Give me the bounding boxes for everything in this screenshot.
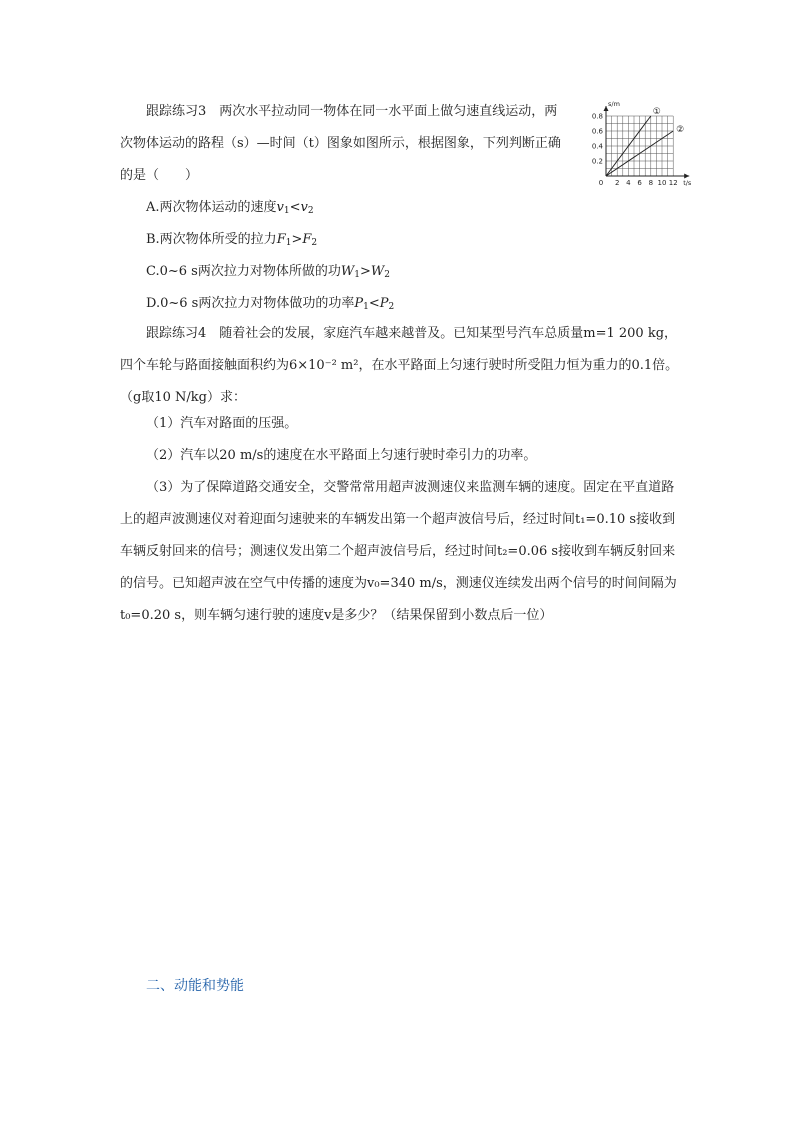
exercise3-line3: 的是（ ）	[120, 168, 199, 183]
exercise3-line2: 次物体运动的路程（s）—时间（t）图象如图所示，根据图象，下列判断正确	[120, 136, 561, 151]
x-tick-label: 10	[657, 179, 667, 187]
y-tick-label: 0.6	[591, 127, 603, 136]
x-tick-label: 12	[668, 179, 678, 187]
x-axis-arrow	[684, 174, 689, 179]
y-tick-label: 0.8	[591, 112, 603, 121]
exercise4-intro: 跟踪练习4 随着社会的发展，家庭汽车越来越普及。已知某型号汽车总质量m=1 200 kg，四个车轮与路面接触面积约为6×10⁻² m²，在水平路面上匀速行驶时所受阻力恒为重力的0.1倍。（g取10 N/kg）求：	[120, 326, 679, 405]
s-t-chart	[588, 98, 728, 192]
option-a: A.两次物体运动的速度$v_1<v_2$	[146, 200, 314, 216]
chart-labels	[592, 100, 692, 187]
series-label-1: ①	[652, 107, 661, 117]
section-title: 二、动能和势能	[146, 978, 244, 994]
x-tick-label: 6	[637, 179, 642, 187]
option-b: B.两次物体所受的拉力$F_1>F_2$	[146, 232, 318, 248]
chart-grid	[606, 116, 673, 176]
x-tick-label: 4	[626, 179, 631, 187]
exercise4-q3: （3）为了保障道路交通安全，交警常常用超声波测速仪来监测车辆的速度。固定在平直道路上的超声波测速仪对着迎面匀速驶来的车辆发出第一个超声波信号后，经过时间t₁=0.10 s接收到车辆反射回来的信号；测速仪发出第二个超声波信号后，经过时间t₂=0.06 s接收到车辆反射回来的信号。已知超声波在空气中传播的速度为v₀=340 m/s，测速仪连续发出两个信号的时间间隔为t₀=0.20 s，则车辆匀速行驶的速度v是多少？（结果保留到小数点后一位）	[120, 480, 677, 623]
chart-axes	[604, 106, 690, 179]
x-tick-label: 2	[614, 179, 620, 187]
y-axis-label: s/m	[608, 100, 620, 108]
exercise4-q2: （2）汽车以20 m/s的速度在水平路面上匀速行驶时牵引力的功率。	[146, 448, 537, 463]
exercise4-q1: （1）汽车对路面的压强。	[146, 416, 298, 431]
x-tick-label: 8	[648, 179, 654, 187]
x-tick-label: 0	[598, 179, 604, 187]
option-d: D.0~6 s两次拉力对物体做功的功率$P_1<P_2$	[146, 296, 395, 312]
y-tick-label: 0.4	[591, 142, 603, 151]
option-c: C.0~6 s两次拉力对物体所做的功$W_1>W_2$	[146, 264, 390, 280]
series-label-2: ②	[676, 125, 685, 135]
exercise3-line1: 跟踪练习3 两次水平拉动同一物体在同一水平面上做匀速直线运动，两	[146, 104, 558, 119]
y-tick-label: 0.2	[591, 157, 603, 166]
x-axis-label: t/s	[683, 179, 692, 187]
